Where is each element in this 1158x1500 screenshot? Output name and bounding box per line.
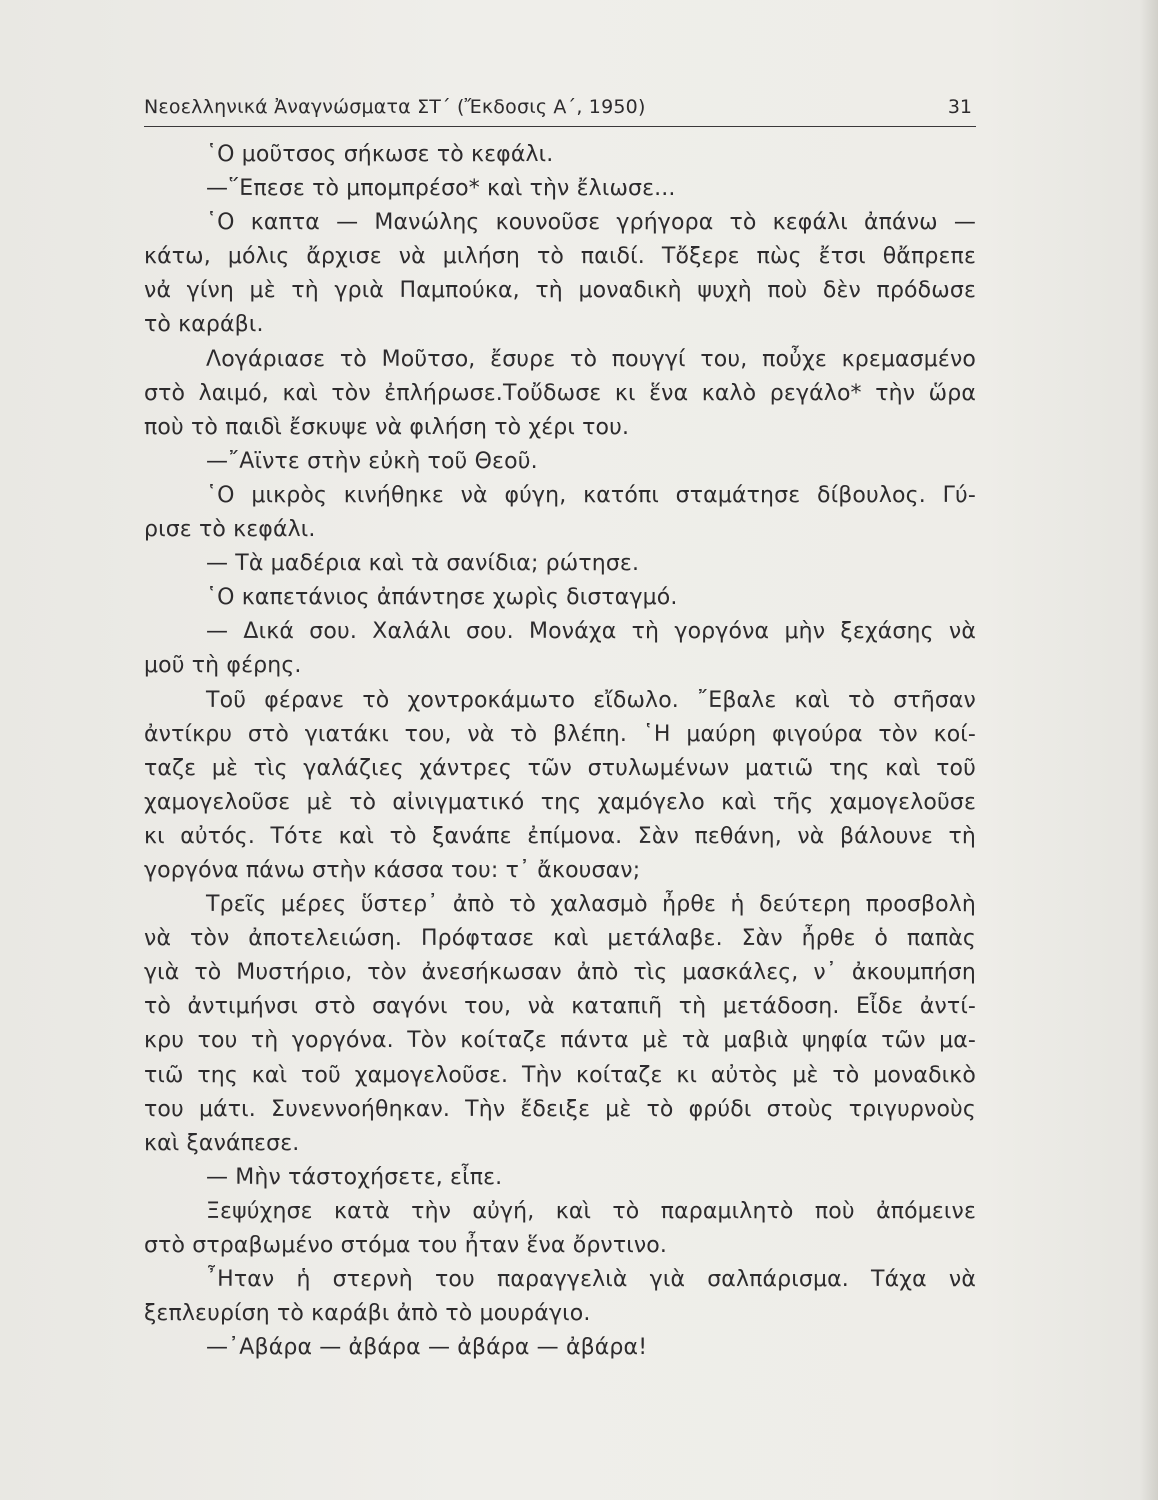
- text-line: ῏Ηταν ἡ στερνὴ του παραγγελιὰ γιὰ σαλπάρισμα. Τάχα νὰ: [206, 1267, 976, 1293]
- text-line: γιὰ τὸ Μυστήριο, τὸν ἀνεσήκωσαν ἀπὸ τὶς μασκάλες, ν᾿ ἀκουμπήση: [144, 960, 976, 986]
- text-line: ῾Ο καπτα — Μανώλης κουνοῦσε γρήγορα τὸ κεφάλι ἀπάνω —: [206, 210, 976, 236]
- text-line: κι αὐτός. Τότε καὶ τὸ ξανάπε ἐπίμονα. Σὰν πεθάνη, νὰ βάλουνε τὴ: [144, 823, 976, 849]
- text-line: κρυ του τὴ γοργόνα. Τὸν κοίταζε πάντα μὲ τὰ μαβιὰ ψηφία τῶν μα-: [144, 1028, 976, 1054]
- text-line: ταζε μὲ τὶς γαλάζιες χάντρες τῶν στυλωμένων ματιῶ της καὶ τοῦ: [144, 755, 976, 781]
- text-line: Τρεῖς μέρες ὕστερ᾿ ἀπὸ τὸ χαλασμὸ ἦρθε ἡ δεύτερη προσβολὴ: [206, 892, 976, 918]
- text-line: Ξεψύχησε κατὰ τὴν αὐγή, καὶ τὸ παραμιλητὸ ποὺ ἀπόμεινε: [206, 1198, 976, 1224]
- text-line: τιῶ της καὶ τοῦ χαμογελοῦσε. Τὴν κοίταζε κι αὐτὸς μὲ τὸ μοναδικὸ: [144, 1062, 976, 1088]
- text-line: τὸ καράβι.: [144, 312, 264, 338]
- running-header: [144, 96, 976, 127]
- body-text: [144, 138, 976, 1365]
- text-line: —῎Αϊντε στὴν εὐκὴ τοῦ Θεοῦ.: [206, 448, 538, 474]
- text-line: Λογάριασε τὸ Μοῦτσο, ἔσυρε τὸ πουγγί του, ποὖχε κρεμασμένο: [206, 346, 976, 372]
- text-line: ῾Ο καπετάνιος ἀπάντησε χωρὶς δισταγμό.: [206, 585, 678, 611]
- text-line: καὶ ξανάπεσε.: [144, 1130, 300, 1156]
- text-line: ἀντίκρυ στὸ γιατάκι του, νὰ τὸ βλέπη. ῾Η μαύρη φιγούρα τὸν κοί-: [144, 721, 976, 747]
- text-line: γοργόνα πάνω στὴν κάσσα του: τ᾿ ἄκουσαν;: [144, 857, 641, 883]
- text-line: ρισε τὸ κεφάλι.: [144, 517, 316, 543]
- text-line: — Μὴν τάστοχήσετε, εἶπε.: [206, 1164, 503, 1190]
- text-line: χαμογελοῦσε μὲ τὸ αἰνιγματικό της χαμόγελο καὶ τῆς χαμογελοῦσε: [144, 789, 976, 815]
- text-line: στὸ λαιμό, καὶ τὸν ἐπλήρωσε.Τοὔδωσε κι ἕνα καλὸ ρεγάλο* τὴν ὥρα: [144, 380, 976, 406]
- text-line: —᾿Αβάρα — ἀβάρα — ἀβάρα — ἀβάρα!: [206, 1335, 648, 1361]
- text-line: — Δικά σου. Χαλάλι σου. Μονάχα τὴ γοργόνα μὴν ξεχάσης νὰ: [206, 619, 976, 645]
- text-line: ξεπλευρίση τὸ καράβι ἀπὸ τὸ μουράγιο.: [144, 1301, 591, 1327]
- text-line: του μάτι. Συνεννοήθηκαν. Τὴν ἔδειξε μὲ τὸ φρύδι στοὺς τριγυρνοὺς: [144, 1096, 976, 1122]
- text-line: ῾Ο μικρὸς κινήθηκε νὰ φύγη, κατόπι σταμάτησε δίβουλος. Γύ-: [206, 482, 976, 508]
- text-line: κάτω, μόλις ἄρχισε νὰ μιλήση τὸ παιδί. Τὄξερε πὼς ἔτσι θἄπρεπε: [144, 244, 976, 270]
- text-line: —῞Επεσε τὸ μπομπρέσο* καὶ τὴν ἔλιωσε...: [206, 176, 676, 202]
- page-edge-shadow: [1140, 0, 1158, 1500]
- text-line: στὸ στραβωμένο στόμα του ἦταν ἕνα ὄρντινο.: [144, 1233, 668, 1258]
- text-line: τὸ ἀντιμήνσι στὸ σαγόνι του, νὰ καταπιῆ τὴ μετάδοση. Εἶδε ἀντί-: [144, 994, 976, 1020]
- text-line: ῾Ο μοῦτσος σήκωσε τὸ κεφάλι.: [206, 142, 554, 167]
- text-line: — Τὰ μαδέρια καὶ τὰ σανίδια; ρώτησε.: [206, 551, 640, 577]
- text-line: ποὺ τὸ παιδὶ ἔσκυψε νὰ φιλήση τὸ χέρι του.: [144, 414, 630, 440]
- page-number: 31: [947, 96, 972, 118]
- text-line: νἀ γίνη μὲ τὴ γριὰ Παμπούκα, τὴ μοναδικὴ ψυχὴ ποὺ δὲν πρόδωσε: [144, 278, 976, 304]
- header-title: Νεοελληνικά Ἀναγνώσματα ΣΤ΄ (Ἔκδοσις Α΄, 1950): [144, 96, 646, 118]
- text-line: Τοῦ φέρανε τὸ χοντροκάμωτο εἴδωλο. ῎Εβαλε καὶ τὸ στῆσαν: [206, 687, 976, 713]
- text-line: νὰ τὸν ἀποτελειώση. Πρόφτασε καὶ μετάλαβε. Σὰν ἦρθε ὁ παπὰς: [144, 926, 976, 952]
- text-line: μοῦ τὴ φέρης.: [144, 653, 302, 679]
